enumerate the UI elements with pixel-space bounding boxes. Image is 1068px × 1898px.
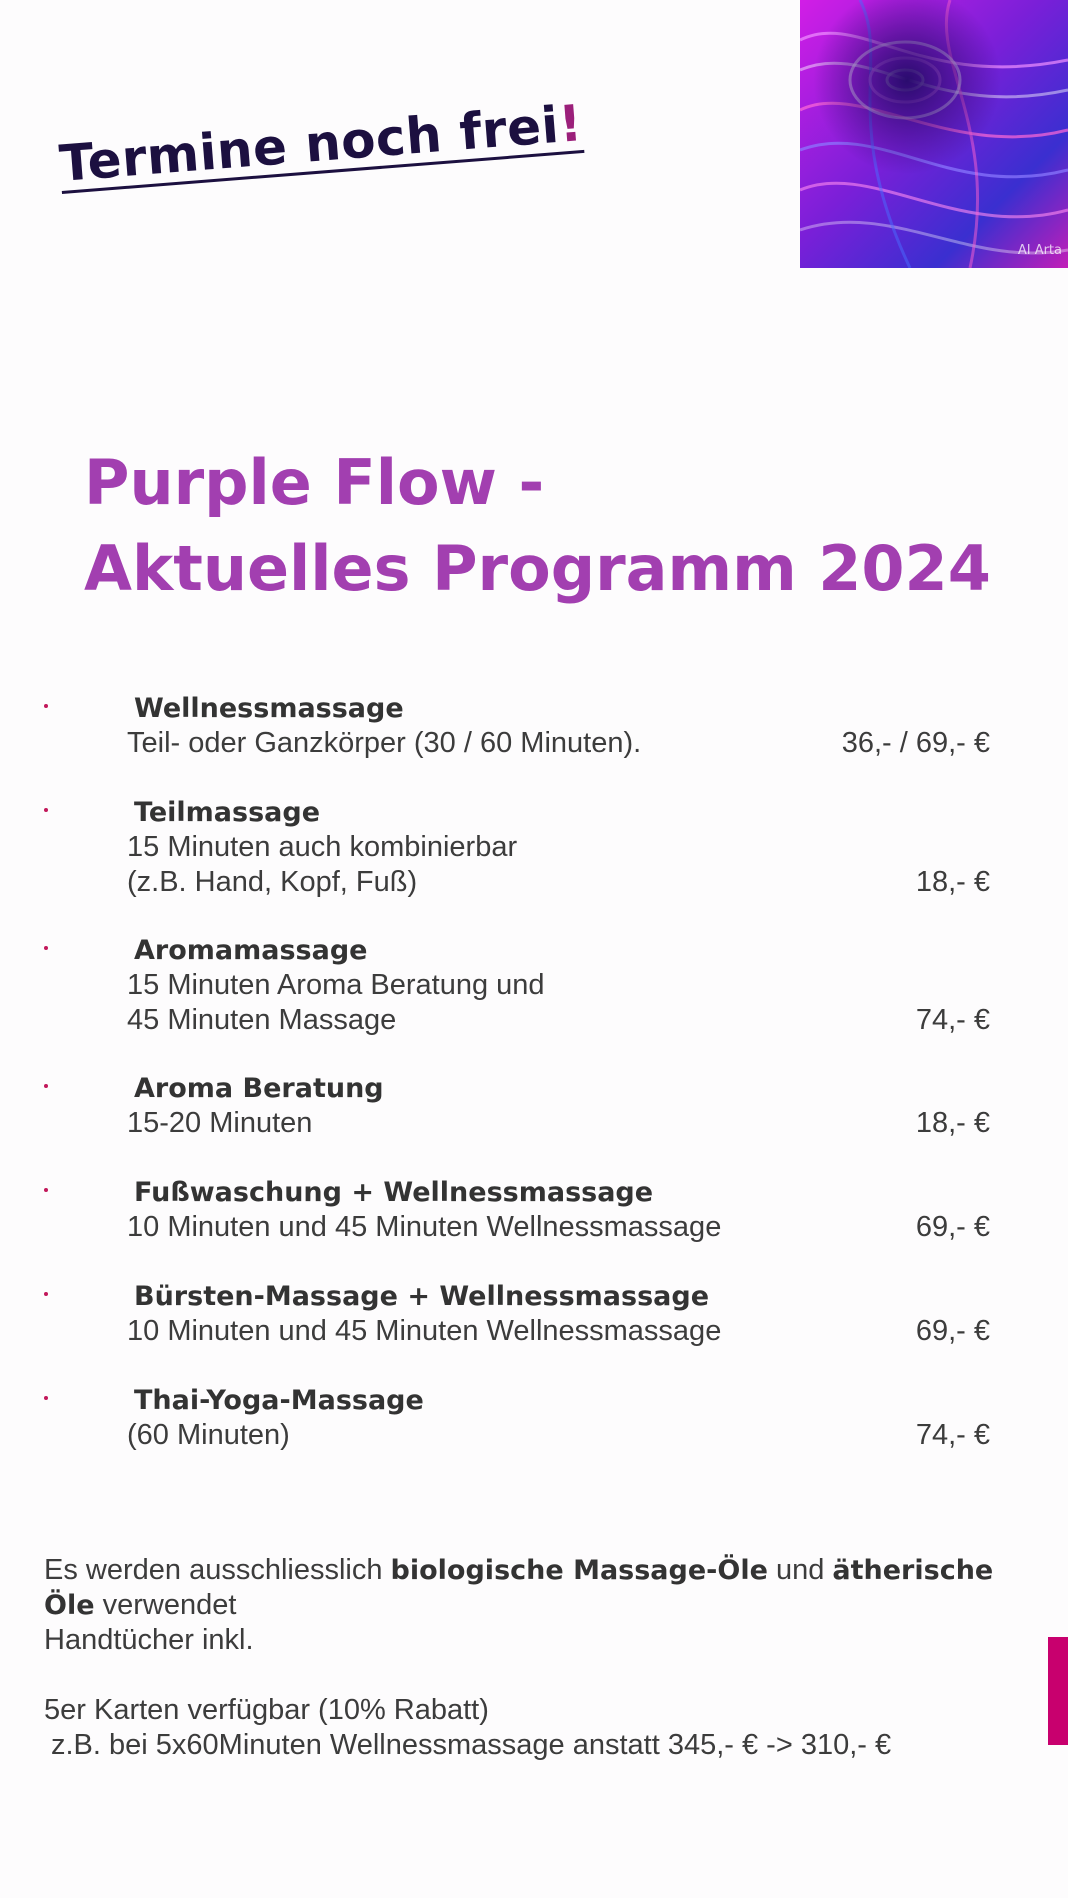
notes-text-1: Es werden ausschliesslich — [44, 1554, 391, 1586]
oil-notes — [44, 1553, 1034, 1658]
notes-text-3: verwendet — [94, 1589, 237, 1621]
service-price: 18,- € — [915, 866, 990, 898]
title-line-2: Aktuelles Programm 2024 — [84, 532, 991, 605]
purple-flow-artwork — [800, 0, 1068, 268]
service-description-line: 15 Minuten Aroma Beratung und — [127, 969, 545, 1001]
service-price: 18,- € — [915, 1107, 990, 1139]
service-description-line: (60 Minuten) — [127, 1419, 290, 1451]
notes-bold-2: ätherische Öle — [44, 1555, 994, 1621]
service-price: 36,- / 69,- € — [841, 727, 990, 759]
edge-tab-handle[interactable] — [1048, 1637, 1068, 1745]
cards-line-2: z.B. bei 5x60Minuten Wellnessmassage anstatt 345,- € -> 310,- € — [51, 1729, 892, 1761]
bullet-icon — [44, 1396, 48, 1400]
cards-line-1: 5er Karten verfügbar (10% Rabatt) — [44, 1694, 489, 1726]
bullet-icon — [44, 808, 48, 812]
service-description — [127, 830, 517, 900]
bullet-icon — [44, 1292, 48, 1296]
service-description-line: Teil- oder Ganzkörper (30 / 60 Minuten). — [127, 727, 642, 759]
service-name: Teilmassage — [134, 797, 321, 828]
service-name: Bürsten-Massage + Wellnessmassage — [134, 1281, 710, 1312]
towels-note: Handtücher inkl. — [44, 1624, 254, 1656]
service-name: Wellnessmassage — [134, 693, 404, 724]
service-description-line: (z.B. Hand, Kopf, Fuß) — [127, 866, 418, 898]
notes-text-2: und — [767, 1554, 833, 1586]
banner-exclamation: ! — [556, 94, 585, 154]
service-name: Thai-Yoga-Massage — [134, 1385, 424, 1416]
service-name: Aromamassage — [134, 935, 368, 966]
voucher-cards-note — [44, 1693, 891, 1763]
service-description — [127, 726, 641, 761]
notes-bold-1: biologische Massage-Öle — [390, 1555, 768, 1586]
service-name: Fußwaschung + Wellnessmassage — [134, 1177, 654, 1208]
bullet-icon — [44, 1084, 48, 1088]
service-price: 74,- € — [915, 1419, 990, 1451]
banner-text: Termine noch frei — [57, 95, 562, 194]
service-description-line: 15-20 Minuten — [127, 1107, 313, 1139]
bullet-icon — [44, 946, 48, 950]
service-description — [127, 1106, 312, 1141]
oil-notes-line — [44, 1553, 1034, 1623]
banner-headline — [57, 94, 585, 194]
title-line-1: Purple Flow - — [84, 446, 545, 519]
service-description-line: 10 Minuten und 45 Minuten Wellnessmassage — [127, 1211, 722, 1243]
service-price: 69,- € — [915, 1315, 990, 1347]
service-price: 74,- € — [915, 1004, 990, 1036]
service-price: 69,- € — [915, 1211, 990, 1243]
swirl-graphic — [800, 0, 1068, 268]
service-description — [127, 968, 545, 1038]
service-description-line: 10 Minuten und 45 Minuten Wellnessmassage — [127, 1315, 722, 1347]
service-description-line: 45 Minuten Massage — [127, 1004, 397, 1036]
service-description — [127, 1210, 721, 1245]
bullet-icon — [44, 704, 48, 708]
page-title — [84, 440, 991, 612]
service-description — [127, 1314, 721, 1349]
service-description — [127, 1418, 290, 1453]
bullet-icon — [44, 1188, 48, 1192]
artwork-watermark: AI Arta — [1017, 243, 1062, 258]
service-description-line: 15 Minuten auch kombinierbar — [127, 831, 518, 863]
service-name: Aroma Beratung — [134, 1073, 384, 1104]
